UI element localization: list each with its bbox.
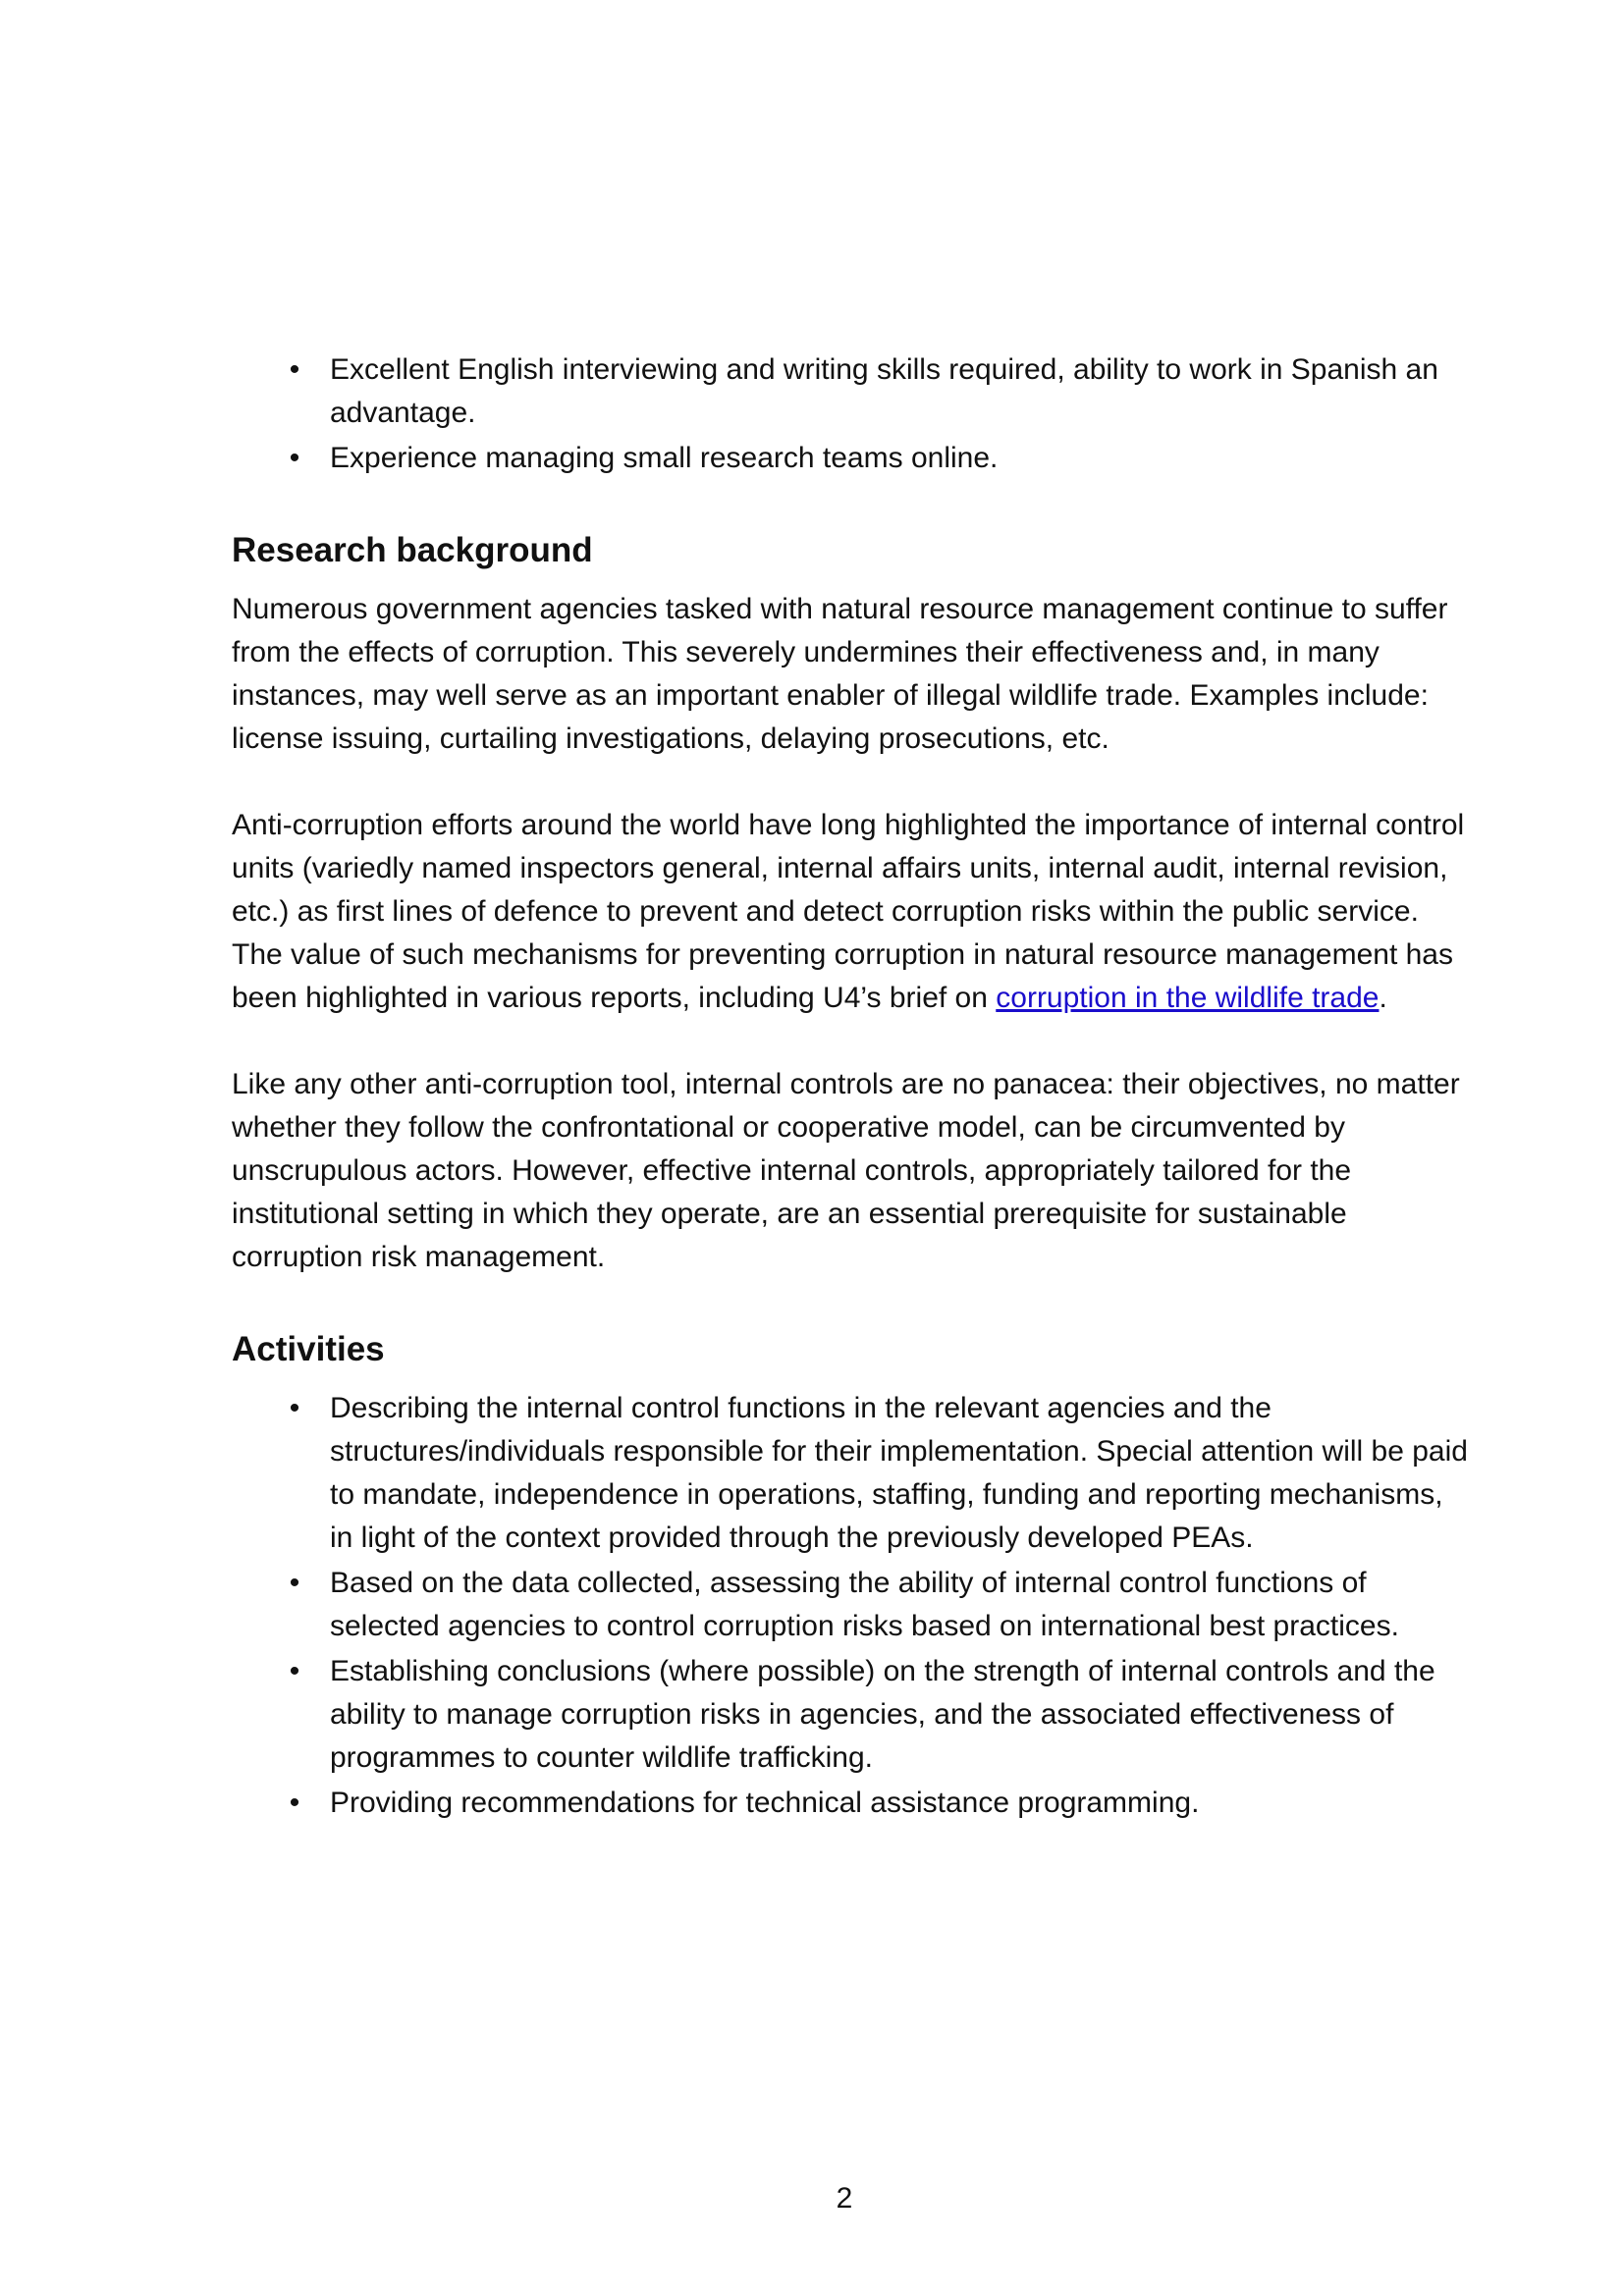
wildlife-trade-link[interactable]: corruption in the wildlife trade: [996, 982, 1380, 1014]
activities-list: [232, 1387, 1469, 1825]
list-item-text: Describing the internal control functions in the relevant agencies and the structures/individuals responsible for their implementation. Special attention will be paid to mandate, independence in operations, staffing, funding and reporting mechanisms, in light of the context provided through the previously developed PEAs.: [330, 1392, 1468, 1554]
requirements-list: [232, 348, 1469, 480]
bullet-icon: •: [289, 442, 300, 474]
bullet-icon: •: [289, 1567, 300, 1599]
research-background-heading: Research background: [232, 531, 593, 569]
bullet-icon: •: [289, 353, 300, 386]
page-content: [232, 348, 1469, 1825]
list-item: [232, 1562, 1469, 1648]
research-paragraph-2-text: Anti-corruption efforts around the world have long highlighted the importance of internal control units (variedly named inspectors general, internal affairs units, internal audit, internal revision, etc.) as first lines of defence to prevent and detect corruption risks within the public service. The value of such mechanisms for preventing corruption in natural resource management has been highlighted in various reports, including U4’s brief on: [232, 809, 1465, 1014]
list-item: [232, 437, 1469, 480]
list-item: [232, 1782, 1469, 1825]
research-paragraph-2-end: .: [1379, 982, 1387, 1014]
list-item-text: Based on the data collected, assessing the ability of internal control functions of selected agencies to control corruption risks based on international best practices.: [330, 1567, 1399, 1642]
research-paragraph-3: Like any other anti-corruption tool, internal controls are no panacea: their objectives, no matter whether they follow the confrontational or cooperative model, can be circumvented by unscrupulous actors. However, effective internal controls, appropriately tailored for the institutional setting in which they operate, are an essential prerequisite for sustainable corruption risk management.: [232, 1068, 1460, 1273]
bullet-icon: •: [289, 1655, 300, 1687]
research-paragraph-2: [232, 804, 1469, 1020]
page-number: 2: [836, 2182, 853, 2215]
list-item-text: Experience managing small research teams online.: [330, 442, 999, 474]
list-item: [232, 1387, 1469, 1560]
bullet-icon: •: [289, 1392, 300, 1424]
list-item: [232, 1650, 1469, 1780]
bullet-icon: •: [289, 1787, 300, 1819]
activities-heading: Activities: [232, 1330, 385, 1368]
list-item-text: Excellent English interviewing and writing skills required, ability to work in Spanish an advantage.: [330, 353, 1438, 429]
research-paragraph-1: Numerous government agencies tasked with natural resource management continue to suffer from the effects of corruption. This severely undermines their effectiveness and, in many instances, may well serve as an important enabler of illegal wildlife trade. Examples include: license issuing, curtailing investigations, delaying prosecutions, etc.: [232, 593, 1448, 755]
list-item-text: Providing recommendations for technical assistance programming.: [330, 1787, 1200, 1819]
list-item: [232, 348, 1469, 435]
list-item-text: Establishing conclusions (where possible) on the strength of internal controls and the ability to manage corruption risks in agencies, and the associated effectiveness of programmes to counter wildlife trafficking.: [330, 1655, 1435, 1774]
